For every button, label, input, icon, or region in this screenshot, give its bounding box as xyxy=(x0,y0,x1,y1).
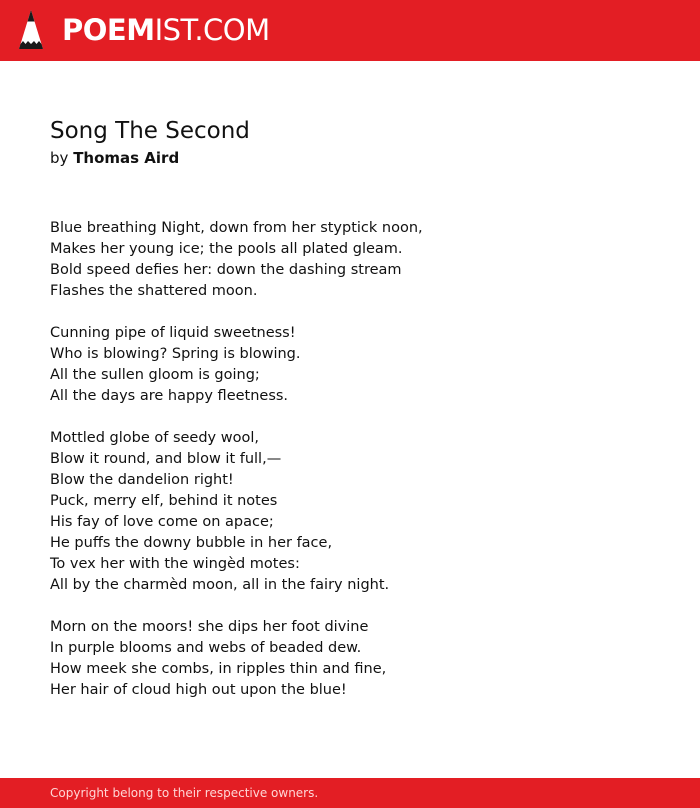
poem-line: All by the charmèd moon, all in the fairy night. xyxy=(50,577,390,593)
poem-line: Who is blowing? Spring is blowing. xyxy=(50,346,301,362)
poem-line: Makes her young ice; the pools all plated gleam. xyxy=(50,241,403,257)
poem-title: Song The Second xyxy=(50,118,250,144)
poem-byline xyxy=(50,147,650,169)
copyright-text: Copyright belong to their respective owners. xyxy=(50,786,319,800)
site-header xyxy=(0,0,700,61)
poem-line: Her hair of cloud high out upon the blue! xyxy=(50,682,347,698)
poem-line: He puffs the downy bubble in her face, xyxy=(50,535,333,551)
brand-name-light: IST.COM xyxy=(154,13,270,47)
poem-line: Blow it round, and blow it full,— xyxy=(50,451,282,467)
poem-content xyxy=(50,116,650,722)
poem-line: How meek she combs, in ripples thin and fine, xyxy=(50,661,387,677)
poem-line: In purple blooms and webs of beaded dew. xyxy=(50,640,362,656)
poem-line: Mottled globe of seedy wool, xyxy=(50,430,259,446)
poem-line: Morn on the moors! she dips her foot divine xyxy=(50,619,369,635)
brand-name-bold: POEM xyxy=(62,13,155,47)
poem-line: To vex her with the wingèd motes: xyxy=(50,556,300,572)
poem-stanza xyxy=(50,428,650,596)
poem-line: Flashes the shattered moon. xyxy=(50,283,258,299)
site-footer xyxy=(0,778,700,808)
poem-line: Blow the dandelion right! xyxy=(50,472,234,488)
poem-body xyxy=(50,218,650,701)
by-label: by xyxy=(50,149,69,167)
poem-line: Puck, merry elf, behind it notes xyxy=(50,493,278,509)
site-logo[interactable] xyxy=(18,9,270,51)
poem-stanza xyxy=(50,218,650,302)
poem-line: All the days are happy fleetness. xyxy=(50,388,289,404)
poem-line: Bold speed defies her: down the dashing stream xyxy=(50,262,402,278)
brand-name xyxy=(62,9,270,51)
poem-line: His fay of love come on apace; xyxy=(50,514,274,530)
pencil-tip-icon xyxy=(18,9,44,51)
poem-line: All the sullen gloom is going; xyxy=(50,367,260,383)
poem-author[interactable]: Thomas Aird xyxy=(73,149,180,167)
poem-stanza xyxy=(50,617,650,701)
poem-stanza xyxy=(50,323,650,407)
poem-line: Cunning pipe of liquid sweetness! xyxy=(50,325,296,341)
poem-line: Blue breathing Night, down from her styptick noon, xyxy=(50,220,423,236)
